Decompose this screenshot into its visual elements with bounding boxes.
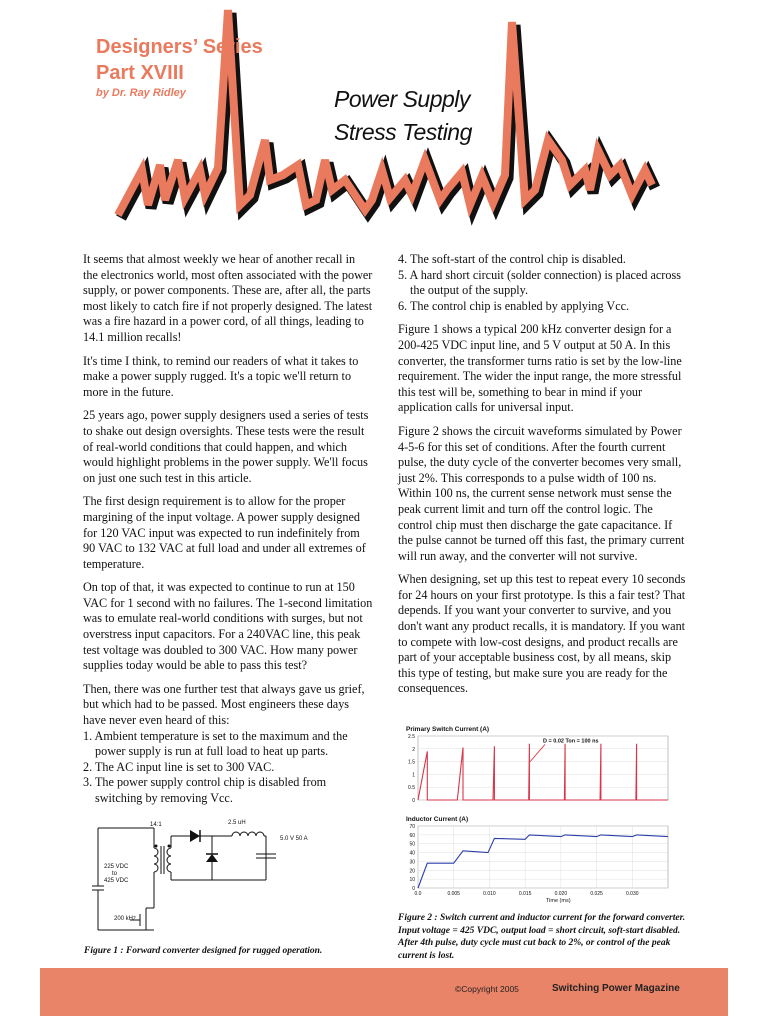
paragraph: Then, there was one further test that always gave us grief, but which had to be passed. Most engineers these days have never even heard of this: [83, 681, 365, 728]
right-column [398, 252, 688, 705]
y-tick-label: 50 [409, 841, 415, 848]
chart1-plot [408, 734, 668, 804]
paragraph: The first design requirement is to allow for the proper margining of the input voltage. A power supply designed for 120 VAC input was expected to run indefinitely from 90 VAC to 132 VAC at full load and under all extremes of temperature. [83, 494, 366, 571]
y-tick-label: 2 [412, 746, 415, 753]
author-byline: by Dr. Ray Ridley [96, 87, 186, 99]
chart-annotation: D = 0.02 Ton = 100 ns [543, 738, 599, 745]
y-tick-label: 0 [412, 886, 415, 892]
y-tick-label: 40 [409, 850, 415, 857]
list-item: 6. The control chip is enabled by applying Vcc. [398, 298, 630, 313]
paragraph: It's time I think, to remind our readers of what it takes to make a power supply rugged. It's a topic we'll return to more in the future. [83, 353, 359, 399]
y-tick-label: 1 [412, 772, 415, 779]
chart2-xlabel: Time (ms) [546, 898, 571, 904]
copyright-text: ©Copyright 2005 [455, 984, 519, 994]
figure2-caption: Figure 2 : Switch current and inductor current for the forward converter. Input voltage = 425 VDC, output load = short circuit, soft-start disabled. After 4th pulse, duty cycle must cut back to 2%, or control of the peak current is lost. [398, 913, 686, 961]
x-tick-label: 0.020 [554, 891, 568, 897]
x-tick-label: 0.005 [447, 891, 460, 897]
y-tick-label: 1.5 [408, 759, 415, 766]
x-tick-label: 0.025 [590, 891, 603, 897]
series-title-line1: Designers’ Series [96, 36, 263, 58]
chart2-title: Inductor Current (A) [406, 816, 469, 823]
list-item: 3. The power supply control chip is disabled from switching by removing Vcc. [83, 775, 327, 805]
chart2-plot [409, 824, 668, 897]
list-item: 2. The AC input line is set to 300 VAC. [83, 759, 275, 774]
paragraph: 25 years ago, power supply designers used a series of tests to shake out design oversights. These tests were the result of real-world conditions that could happen, and which would highlight problems in the power supply. We'll focus on just one such test in this article. [83, 408, 369, 485]
input-voltage-label: 225 VDC [104, 864, 129, 870]
y-tick-label: 10 [409, 877, 415, 884]
x-tick-label: 0.030 [626, 891, 639, 897]
y-tick-label: 70 [409, 824, 415, 830]
paragraph: It seems that almost weekly we hear of another recall in the electronics world, most often associated with the power supply, or power components. These are, after all, the parts most likely to catch fire if not properly designed. The latest was a fire hazard in a power cord, of all things, leading to 14.1 million recalls! [83, 252, 373, 344]
y-tick-label: 0 [412, 798, 415, 804]
turns-ratio-label: 14:1 [150, 822, 162, 828]
paragraph: When designing, set up this test to repeat every 10 seconds for 24 hours on your first prototype. Is this a fair test? That depends. If you want your converter to survive, and you don't want any product recalls, it is mandatory. If you want to compete with low-cost designs, and product recalls are part of your acceptable business cost, by all means, skip this type of testing, but make sure you are ready for the consequences. [398, 572, 686, 696]
list-item: 1. Ambient temperature is set to the maximum and the power supply is run at full load to heat up parts. [83, 728, 348, 759]
list-item: 4. The soft-start of the control chip is disabled. [398, 252, 626, 266]
left-column [83, 252, 373, 807]
x-tick-label: 0.015 [518, 891, 532, 897]
x-tick-label: 0.010 [483, 891, 496, 897]
annotation-arrow [530, 744, 545, 761]
list-item: 5. A hard short circuit (solder connection) is placed across the output of the supply. [398, 267, 681, 298]
y-tick-label: 20 [409, 868, 415, 875]
test-steps-list [83, 729, 373, 807]
article-title-line2: Stress Testing [334, 119, 472, 145]
y-tick-label: 60 [409, 832, 415, 839]
paragraph: Figure 2 shows the circuit waveforms simulated by Power 4-5-6 for this set of conditions. After the fourth current pulse, the duty cycle of the converter becomes very small, just 2%. This corresponds to a pulse width of 100 ns. Within 100 ns, the current sense network must sense the peak current limit and turn off the control logic. The control chip must then discharge the gate capacitance. If the pulse cannot be turned off this fast, the primary current will run away, and the converter will not survive. [398, 423, 685, 563]
y-tick-label: 0.5 [408, 785, 415, 792]
figure1-schematic [84, 818, 374, 938]
inductor-label: 2.5 uH [228, 820, 246, 826]
input-voltage-label: to [112, 871, 118, 877]
test-steps-list-continued [398, 252, 688, 314]
paragraph: Figure 1 shows a typical 200 kHz converter design for a 200-425 VDC input line, and 5 V output at 50 A. In this converter, the transformer turns ratio is set by the low-line requirement. The wider the input range, the more stressful this test will be, something to bear in mind if your application calls for universal input. [398, 322, 682, 415]
output-label: 5.0 V 50 A [280, 836, 308, 842]
switch-frequency-label: 200 kHz [114, 916, 137, 922]
magazine-name: Switching Power Magazine [552, 983, 680, 994]
input-voltage-label: 425 VDC [104, 878, 129, 884]
figure2-charts [394, 720, 694, 915]
plot-frame [418, 736, 668, 800]
series-title-line2: Part XVIII [96, 62, 184, 84]
series-title [96, 34, 263, 86]
article-title [334, 83, 472, 149]
y-tick-label: 2.5 [408, 734, 415, 740]
article-title-line1: Power Supply [334, 86, 470, 112]
header-banner [0, 0, 768, 250]
paragraph: On top of that, it was expected to continue to run at 150 VAC for 1 second with no failures. The 1-second limitation was to emulate real-world conditions with surges, but not overstress input capacitors. For a 240VAC line, this peak test voltage was doubled to 300 VAC. How many power supplies today would be able to pass this test? [83, 580, 373, 673]
y-tick-label: 30 [409, 859, 415, 866]
figure1-caption: Figure 1 : Forward converter designed for rugged operation. [84, 946, 323, 956]
chart1-title: Primary Switch Current (A) [406, 726, 490, 733]
series-line [418, 744, 668, 800]
x-tick-label: 0.0 [414, 891, 422, 897]
